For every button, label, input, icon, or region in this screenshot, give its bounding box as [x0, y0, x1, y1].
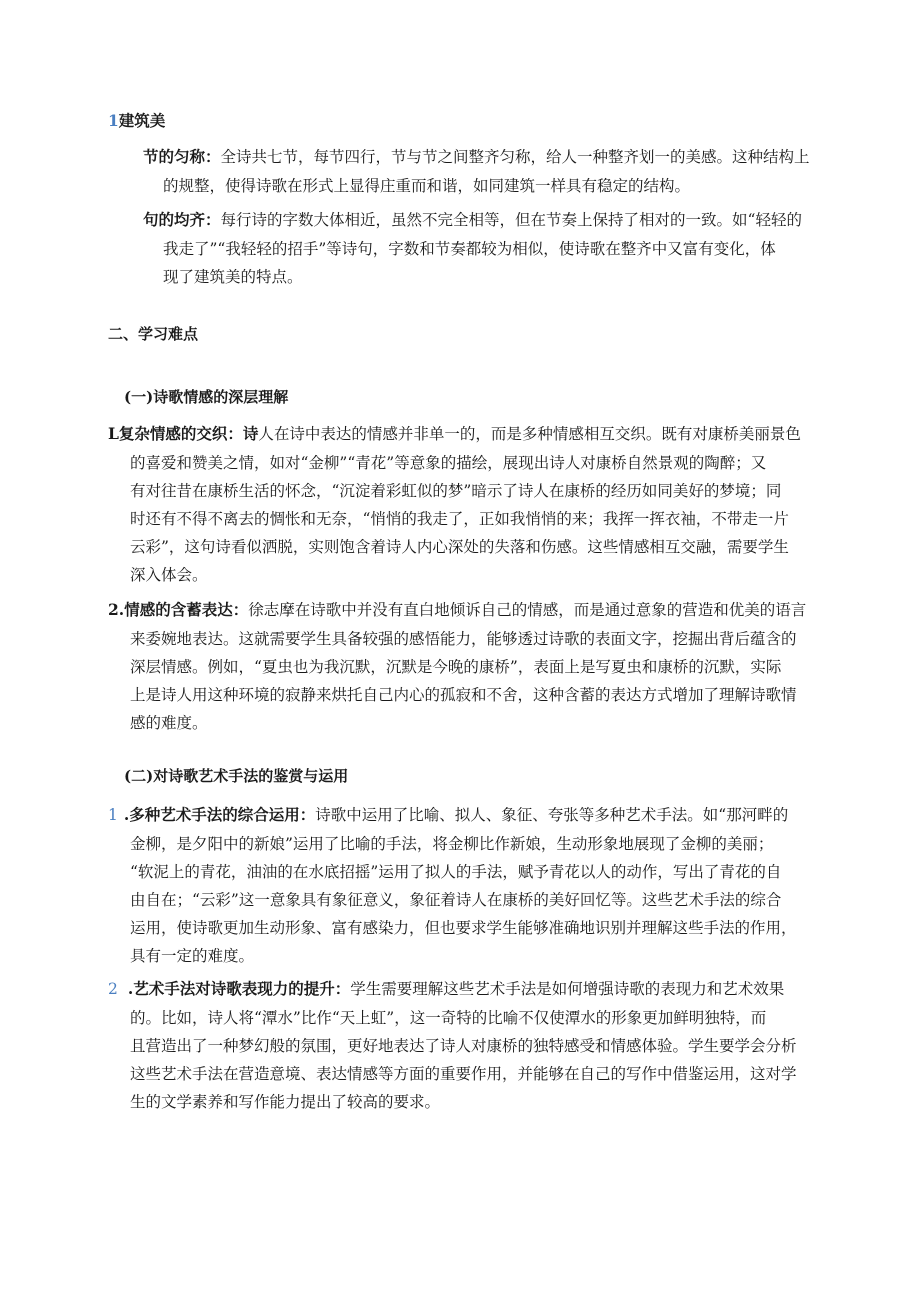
paragraph-line: 深层情感。例如，“夏虫也为我沉默，沉默是今晚的康桥”，表面上是写夏虫和康桥的沉默，实际	[130, 658, 782, 676]
paragraph-line: 金柳，是夕阳中的新娘”运用了比喻的手法，将金柳比作新娘，生动形象地展现了金柳的美丽；	[130, 835, 774, 853]
paragraph-line: 深入体会。	[130, 566, 208, 584]
section-heading-2: 二、学习难点	[108, 325, 199, 343]
paragraph-label: 节的匀称：	[143, 147, 221, 166]
paragraph-line: 有对往昔在康桥生活的怀念，“沉淀着彩虹似的梦”暗示了诗人在康桥的经历如同美好的梦境；同	[130, 482, 782, 500]
paragraph-line: 现了建筑美的特点。	[163, 268, 303, 286]
paragraph-line: 2.情感的含蓄表达：徐志摩在诗歌中并没有直白地倾诉自己的情感，而是通过意象的营造和优美的语言	[108, 600, 807, 619]
paragraph-line: 节的匀称：全诗共七节，每节四行，节与节之间整齐匀称，给人一种整齐划一的美感。这种结构上	[143, 147, 810, 166]
paragraph-line: 的。比如，诗人将“潭水”比作“天上虹”，这一奇特的比喻不仅使潭水的形象更加鲜明独特，而	[130, 1009, 767, 1027]
paragraph-line: 句的均齐：每行诗的字数大体相近，虽然不完全相等，但在节奏上保持了相对的一致。如“轻轻的	[143, 210, 802, 229]
section-heading	[108, 111, 165, 131]
paragraph-label: 情感的含蓄表达：	[124, 600, 249, 619]
paragraph-line: 这些艺术手法在营造意境、表达情感等方面的重要作用，并能够在自己的写作中借鉴运用，这对学	[130, 1065, 797, 1083]
paragraph-line: 1 .多种艺术手法的综合运用：诗歌中运用了比喻、拟人、象征、夸张等多种艺术手法。如“那河畔的	[108, 805, 789, 824]
paragraph-line: 我走了”“我轻轻的招手”等诗句，字数和节奏都较为相似，使诗歌在整齐中又富有变化，体	[163, 240, 776, 258]
paragraph-line: 上是诗人用这种环境的寂静来烘托自己内心的孤寂和不舍，这种含蓄的表达方式增加了理解诗歌情	[130, 686, 797, 704]
paragraph-label: 复杂情感的交织：诗	[118, 424, 259, 443]
paragraph-line: 生的文学素养和写作能力提出了较高的要求。	[130, 1093, 441, 1111]
paragraph-line: 的喜爱和赞美之情，如对“金柳”“青花”等意象的描绘，展现出诗人对康桥自然景观的陶醉；又	[130, 454, 767, 472]
list-marker: 2	[108, 980, 118, 998]
paragraph-line: 时还有不得不离去的惆怅和无奈，“悄悄的我走了，正如我悄悄的来；我挥一挥衣袖，不带走一片	[130, 510, 789, 528]
paragraph-line: 由自在；“云彩”这一意象具有象征意义，象征着诗人在康桥的美好回忆等。这些艺术手法的综合	[130, 891, 782, 909]
section-title: 建筑美	[118, 111, 166, 130]
paragraph-line: “软泥上的青花，油油的在水底招摇”运用了拟人的手法，赋予青花以人的动作，写出了青花的自	[130, 863, 782, 881]
paragraph-line: 运用，使诗歌更加生动形象、富有感染力，但也要求学生能够准确地识别并理解这些手法的作用，	[130, 919, 797, 937]
paragraph-line: 云彩”，这句诗看似洒脱，实则饱含着诗人内心深处的失落和伤感。这些情感相互交融，需要学生	[130, 538, 789, 556]
paragraph-line: 2 .艺术手法对诗歌表现力的提升：学生需要理解这些艺术手法是如何增强诗歌的表现力和艺术效果	[108, 979, 785, 998]
paragraph-line: 来委婉地表达。这就需要学生具备较强的感悟能力，能够透过诗歌的表面文字，挖掘出背后蕴含的	[130, 630, 797, 648]
paragraph-label: .多种艺术手法的综合运用：	[123, 805, 316, 824]
paragraph-line: 的规整，使得诗歌在形式上显得庄重而和谐，如同建筑一样具有稳定的结构。	[163, 177, 691, 195]
paragraph-line: 具有一定的难度。	[130, 947, 255, 965]
paragraph-line: L复杂情感的交织：诗人在诗中表达的情感并非单一的，而是多种情感相互交织。既有对康桥美丽景色	[108, 424, 801, 443]
list-marker: 1	[108, 806, 118, 824]
paragraph-line: 感的难度。	[130, 714, 208, 732]
paragraph-line: 且营造出了一种梦幻般的氛围，更好地表达了诗人对康桥的独特感受和情感体验。学生要学会分析	[130, 1037, 797, 1055]
subsection-heading-2: (二)对诗歌艺术手法的鉴赏与运用	[124, 767, 349, 785]
subsection-heading-1: (一)诗歌情感的深层理解	[124, 388, 289, 406]
section-number: 1	[108, 111, 119, 130]
list-marker: L	[108, 424, 119, 443]
paragraph-label: .艺术手法对诗歌表现力的提升：	[127, 979, 351, 998]
paragraph-label: 句的均齐：	[143, 210, 221, 229]
list-marker: 2.	[108, 600, 125, 619]
